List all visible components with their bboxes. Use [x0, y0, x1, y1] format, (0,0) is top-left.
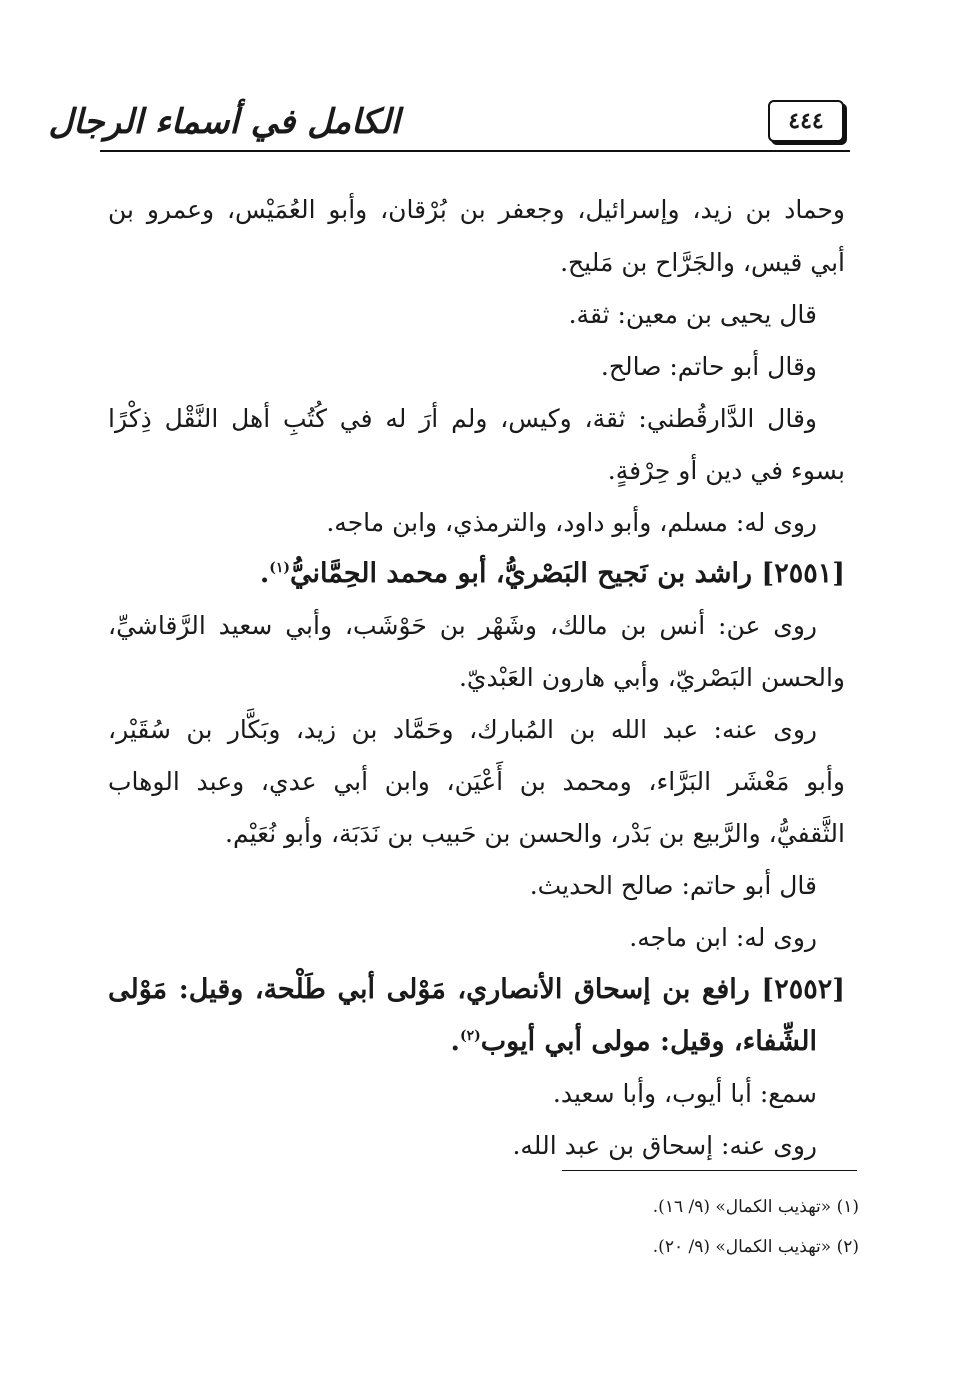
- entry-number: [٢٥٥١]: [761, 558, 845, 589]
- text-line: سمع: أبا أيوب، وأبا سعيد.: [552, 1079, 817, 1108]
- entry-heading-2551: [260, 554, 845, 594]
- text-line: قال يحيى بن معين: ثقة.: [568, 300, 817, 329]
- text-line: روى عنه: عبد الله بن المُبارك، وحَمَّاد بن زيد، وبَكَّار بن سُقَيْر،: [108, 715, 817, 744]
- text-line: وحماد بن زيد، وإسرائيل، وجعفر بن بُرْقان، وأبو العُمَيْس، وعمرو بن: [108, 195, 845, 224]
- text-line: وقال الدَّارقُطني: ثقة، وكيس، ولم أرَ له في كُتُبِ أهل النَّقْل ذِكْرًا: [108, 404, 817, 433]
- text-line: روى له: مسلم، وأبو داود، والترمذي، وابن ماجه.: [326, 508, 817, 537]
- entry-number: [٢٥٥٢]: [761, 974, 845, 1005]
- entry-end: .: [450, 1026, 460, 1057]
- text-line: أبي قيس، والجَرَّاح بن مَليح.: [560, 248, 845, 277]
- entry-title: رافع بن إسحاق الأنصاري، مَوْلى أبي طَلْحة، وقيل: مَوْلى: [108, 974, 750, 1005]
- text-line: وقال أبو حاتم: صالح.: [600, 352, 817, 381]
- text-line: روى عنه: إسحاق بن عبد الله.: [512, 1131, 817, 1160]
- text-line: الثَّقفيُّ، والرَّبيع بن بَدْر، والحسن بن حَبيب بن نَدَبَة، وأبو نُعَيْم.: [225, 819, 845, 848]
- header-rule: [100, 150, 850, 152]
- entry-title: راشد بن نَجيح البَصْريُّ، أبو محمد الحِمَّانيُّ: [290, 558, 753, 589]
- text-line: روى عن: أنس بن مالك، وشَهْر بن حَوْشَب، وأبي سعيد الرَّقاشيِّ،: [108, 611, 817, 640]
- text-line: وأبو مَعْشَر البَرَّاء، ومحمد بن أَعْيَن، وابن أبي عدي، وعبد الوهاب: [108, 767, 845, 796]
- text-line: قال أبو حاتم: صالح الحديث.: [529, 871, 817, 900]
- entry-heading-2552: [108, 970, 845, 1010]
- entry-end: .: [259, 558, 270, 589]
- footnote-ref[interactable]: (١): [269, 560, 290, 576]
- footnote-ref[interactable]: (٢): [459, 1028, 481, 1044]
- footnote-separator: [562, 1170, 857, 1171]
- text-line: والحسن البَصْريّ، وأبي هارون العَبْديّ.: [458, 663, 845, 692]
- footnote-2: (٢) «تهذيب الكمال» (٩/ ٢٠).: [652, 1237, 859, 1257]
- page-number: ٤٤٤: [768, 100, 844, 142]
- text-line: بسوء في دين أو حِرْفةٍ.: [607, 456, 845, 485]
- footnote-1: (١) «تهذيب الكمال» (٩/ ١٦).: [652, 1197, 859, 1217]
- entry-title-cont: الشِّفاء، وقيل: مولى أبي أيوب: [480, 1026, 817, 1057]
- entry-heading-2552-cont: [451, 1022, 817, 1062]
- text-line: روى له: ابن ماجه.: [629, 923, 817, 952]
- page-header: [48, 98, 850, 154]
- book-title-calligraphy: الكامل في أسماء الرجال: [48, 102, 400, 142]
